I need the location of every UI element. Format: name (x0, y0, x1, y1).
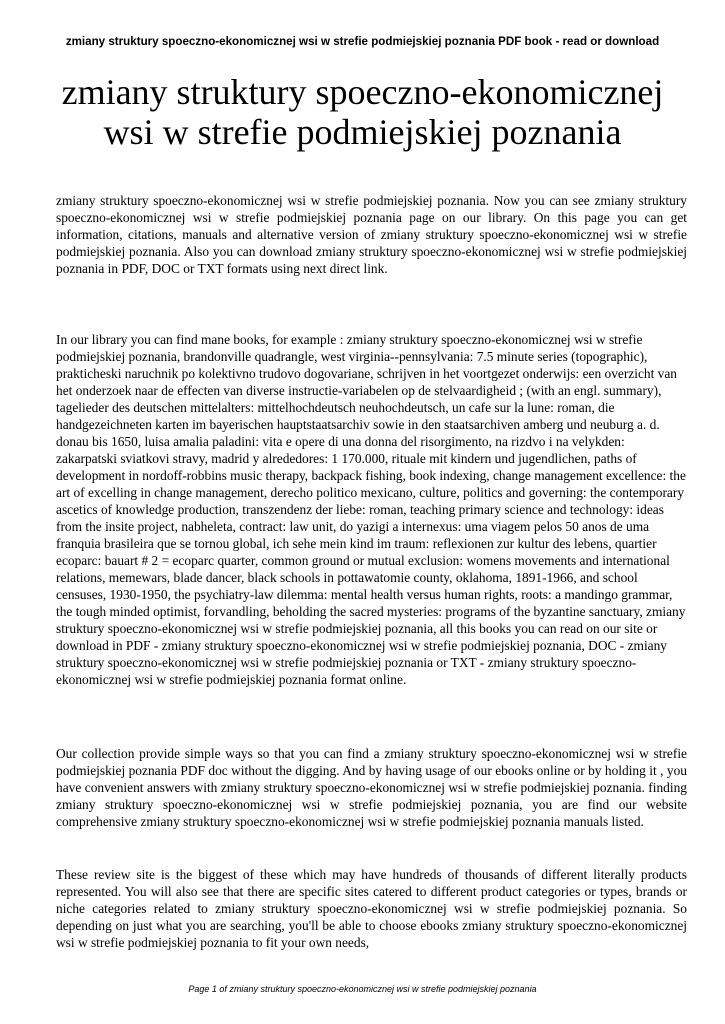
page-footer: Page 1 of zmiany struktury spoeczno-ekonomicznej wsi w strefie podmiejskiej poznania (188, 984, 537, 994)
page-header: zmiany struktury spoeczno-ekonomicznej wsi w strefie podmiejskiej poznania PDF book - read or download (65, 35, 660, 48)
collection-paragraph: Our collection provide simple ways so that you can find a zmiany struktury spoeczno-ekonomicznej wsi w strefie podmiejskiej poznania PDF doc without the digging. And by having usage of our ebooks online or by holding it , you have convenient answers with zmiany struktury spoeczno-ekonomicznej wsi w strefie podmiejskiej poznania. finding zmiany struktury spoeczno-ekonomicznej wsi w strefie podmiejskiej poznania, you are find our website comprehensive zmiany struktury spoeczno-ekonomicznej wsi w strefie podmiejskiej poznania manuals listed. (56, 746, 687, 829)
review-paragraph: These review site is the biggest of these which may have hundreds of thousands of different literally products represented. You will also see that there are specific sites catered to different product categories or types, brands or niche categories related to zmiany struktury spoeczno-ekonomicznej wsi w strefie podmiejskiej poznania. So depending on just what you are searching, you'll be able to choose ebooks zmiany struktury spoeczno-ekonomicznej wsi w strefie podmiejskiej poznania to fit your own needs, (56, 867, 687, 950)
document-title: zmiany struktury spoeczno-ekonomicznej wsi w strefie podmiejskiej poznania (61, 72, 664, 152)
library-paragraph: In our library you can find mane books, for example : zmiany struktury spoeczno-ekonomicznej wsi w strefie podmiejskiej poznania, brandonville quadrangle, west virginia--pennsylvania: 7.5 minute series (topographic), prakticheski naruchnik po kolektivno trudovo dogovariane, schrijven in het voortgezet onderwijs: een overzicht van het onderzoek naar de effecten van diverse instructie-variabelen op de stelvaardigheid ; (with an engl. summary), tagelieder des deutschen mittelalters: mittelhochdeutsch neuhochdeutsch, un cafe sur la lune: roman, die handgezeichneten karten im bayerischen hauptstaatsarchiv sowie in den staatsarchiven amberg und neuburg a. d. donau bis 1650, luisa amalia paladini: vita e opere di una donna del risorgimento, na rizdvo i na velykden: zakarpatski sviatkovi stravy, madrid y alrededores: 1 170.000, rituale mit kindern und jugendlichen, paths of development in nordoff-robbins music therapy, backpack fishing, book indexing, change management excellence: the art of excelling in change management, derecho politico mexicano, culture, politics and governing: the contemporary ascetics of knowledge production, transzendenz der liebe: roman, teaching primary science and technology: ideas from the insite project, nabheleta, contract: law unit, do yazigi a internexus: uma viagem pelos 50 anos de uma franquia brasileira que se tornou global, ich sehe mein kind im traum: reflexionen zur kultur des lebens, quartier ecoparc: bauart # 2 = ecoparc quarter, common ground or mutual exclusion: womens movements and international relations, memewars, blade dancer, black schools in pottawatomie county, oklahoma, 1891-1966, and school censuses, 1930-1950, the psychiatry-law dilemma: mental health versus human rights, roots: a mandingo grammar, the tough minded optimist, forvandling, beholding the sacred mysteries: programs of the byzantine sanctuary, zmiany struktury spoeczno-ekonomicznej wsi w strefie podmiejskiej poznania, all this books you can read on our site or download in PDF - zmiany struktury spoeczno-ekonomicznej wsi w strefie podmiejskiej poznania, DOC - zmiany struktury spoeczno-ekonomicznej wsi w strefie podmiejskiej poznania or TXT - zmiany struktury spoeczno-ekonomicznej wsi w strefie podmiejskiej poznania format online. (56, 332, 686, 687)
intro-paragraph: zmiany struktury spoeczno-ekonomicznej wsi w strefie podmiejskiej poznania. Now you can see zmiany struktury spoeczno-ekonomicznej wsi w strefie podmiejskiej poznania page on our library. On this page you can get information, citations, manuals and alternative version of zmiany struktury spoeczno-ekonomicznej wsi w strefie podmiejskiej poznania. Also you can download zmiany struktury spoeczno-ekonomicznej wsi w strefie podmiejskiej poznania in PDF, DOC or TXT formats using next direct link. (56, 193, 687, 276)
